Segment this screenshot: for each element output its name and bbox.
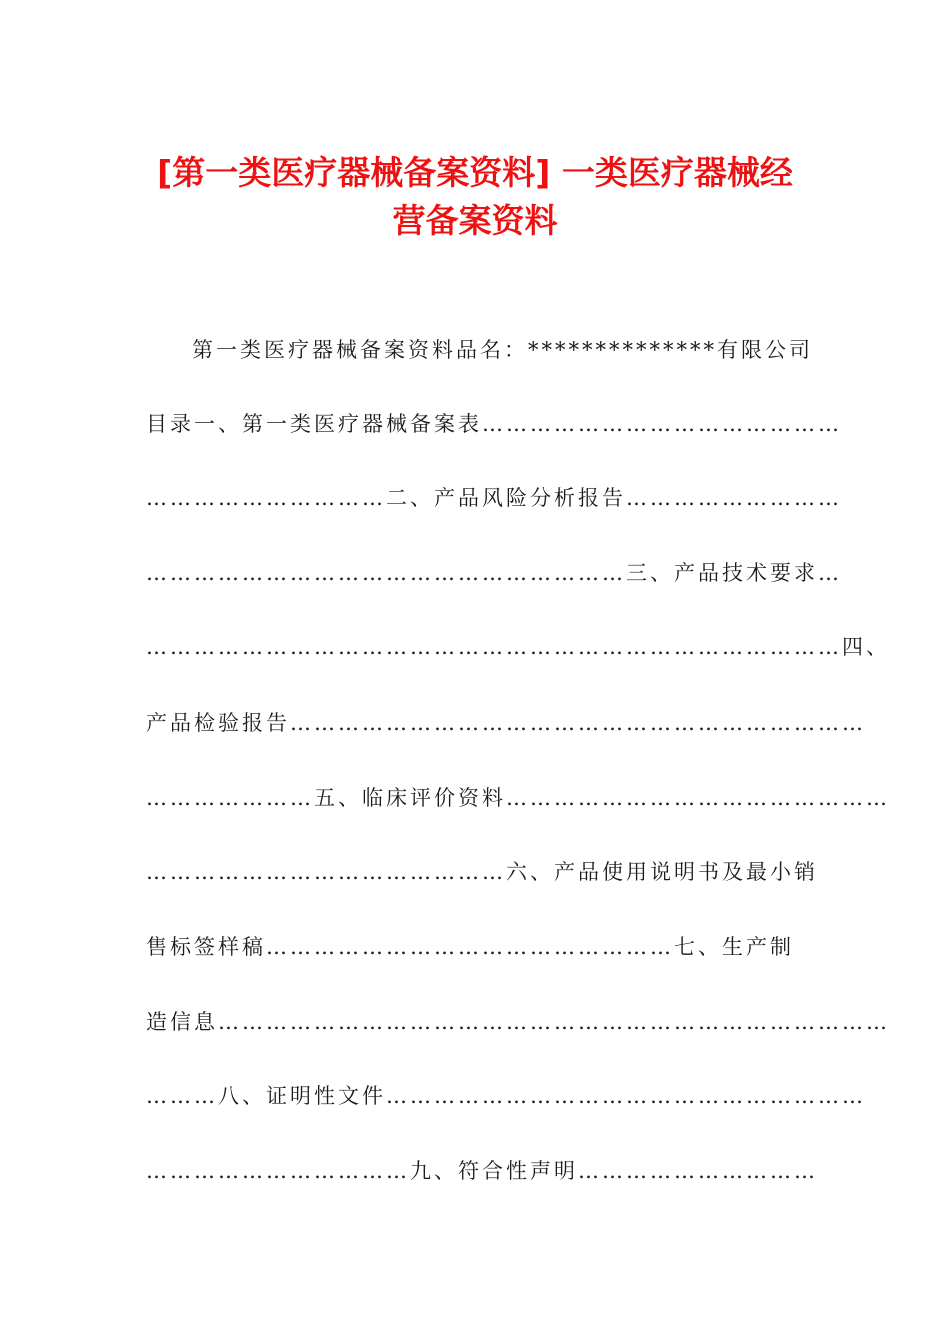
toc-line: 售标签样稿……………………………………………七、生产制 xyxy=(146,935,794,959)
document-title-line-1: [第一类医疗器械备案资料] 一类医疗器械经 xyxy=(157,153,793,192)
toc-line: ………………………………………六、产品使用说明书及最小销 xyxy=(146,860,818,884)
document-title-line-2: 营备案资料 xyxy=(392,201,558,240)
toc-line: ……………………………………………………………………………四、 xyxy=(146,635,890,659)
toc-line: …………………五、临床评价资料………………………………………… xyxy=(146,786,890,810)
toc-line: ……………………………九、符合性声明………………………… xyxy=(146,1159,818,1183)
toc-line: 产品检验报告……………………………………………………………… xyxy=(146,711,866,735)
toc-line: ……………………………………………………三、产品技术要求… xyxy=(146,561,842,585)
toc-line: 造信息………………………………………………………………………… xyxy=(146,1010,890,1034)
toc-line: 目录一、第一类医疗器械备案表……………………………………… xyxy=(146,412,842,436)
product-name-line: 第一类医疗器械备案资料品名：**************有限公司 xyxy=(192,338,813,362)
toc-line: ………八、证明性文件…………………………………………………… xyxy=(146,1084,866,1108)
toc-line: …………………………二、产品风险分析报告……………………… xyxy=(146,486,842,510)
